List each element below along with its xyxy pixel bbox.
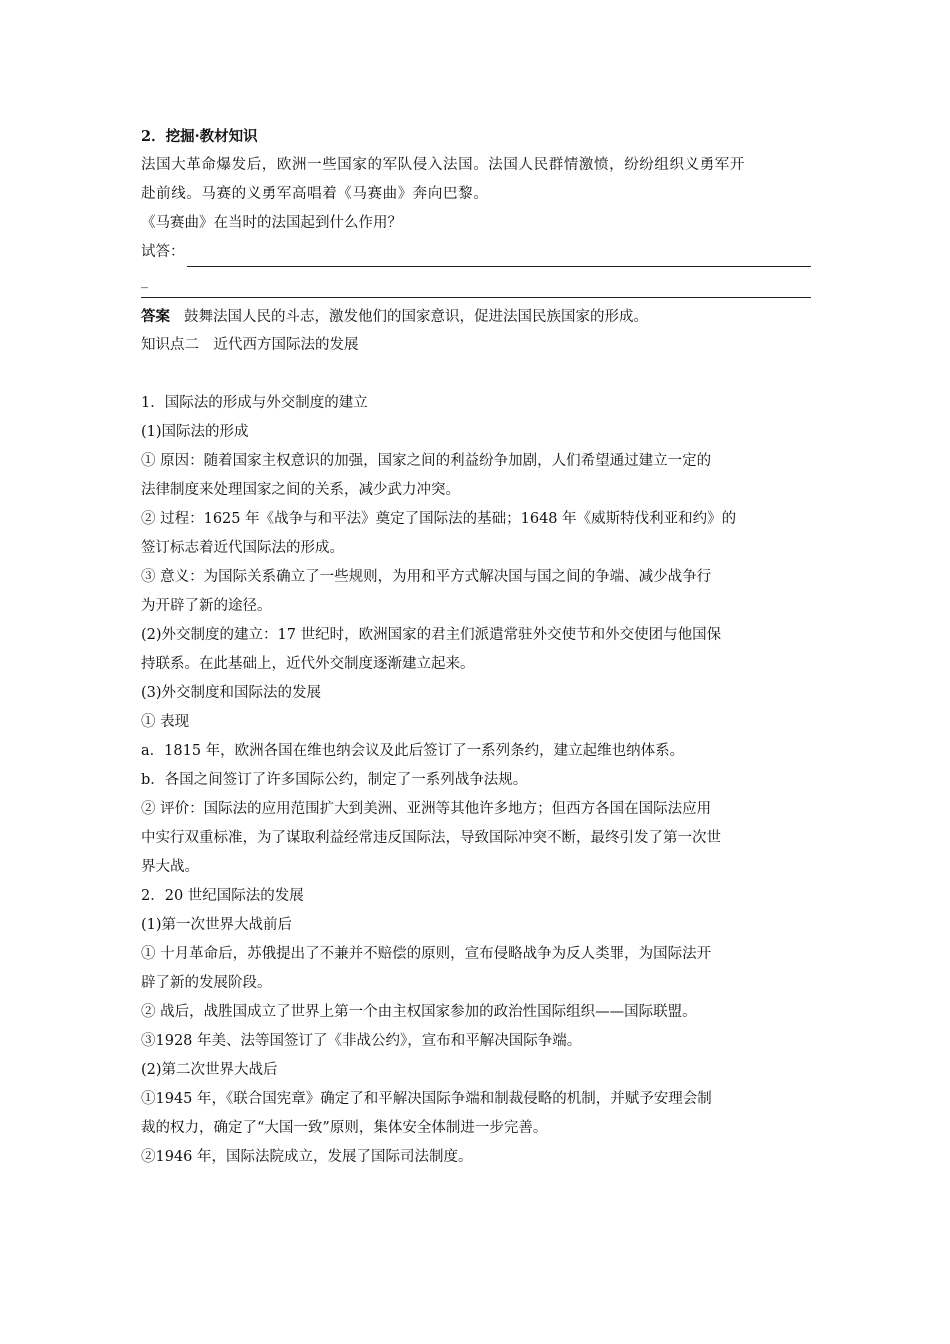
- question-text: 《马赛曲》在当时的法国起到什么作用？: [141, 215, 402, 231]
- body-line: 裁的权力，确定了“大国一致”原则，集体安全体制进一步完善。: [141, 1120, 548, 1136]
- passage-line: 法国大革命爆发后，欧洲一些国家的军队侵入法国。法国人民群情激愤，纷纷组织义勇军开: [141, 157, 745, 173]
- body-line: ① 十月革命后，苏俄提出了不兼并不赔偿的原则，宣布侵略战争为反人类罪，为国际法开: [141, 946, 712, 962]
- body-line: 界大战。: [141, 859, 199, 875]
- answer-label: 答案: [141, 308, 170, 325]
- body-line: ② 评价：国际法的应用范围扩大到美洲、亚洲等其他许多地方；但西方各国在国际法应用: [141, 801, 712, 817]
- body-line: 中实行双重标准，为了谋取利益经常违反国际法，导致国际冲突不断，最终引发了第一次世: [141, 830, 721, 846]
- body-line: a．1815 年，欧洲各国在维也纳会议及此后签订了一系列条约，建立起维也纳体系。: [141, 743, 685, 759]
- body-line: 2．20 世纪国际法的发展: [141, 888, 304, 904]
- body-line: (3)外交制度和国际法的发展: [141, 685, 322, 701]
- body-line: 签订标志着近代国际法的形成。: [141, 540, 344, 556]
- answer-blank-line-2[interactable]: [141, 296, 811, 298]
- body-line: ③ 意义：为国际关系确立了一些规则，为用和平方式解决国与国之间的争端、减少战争行: [141, 569, 712, 585]
- try-answer-row: [141, 238, 811, 267]
- body-line: 辟了新的发展阶段。: [141, 975, 272, 991]
- knowledge-point-title: 知识点二 近代西方国际法的发展: [141, 337, 359, 353]
- body-line: ① 原因：随着国家主权意识的加强，国家之间的利益纷争加剧，人们希望通过建立一定的: [141, 453, 712, 469]
- dash-mark: _: [141, 273, 148, 289]
- body-line: ① 表现: [141, 714, 190, 730]
- body-line: (1)第一次世界大战前后: [141, 917, 293, 933]
- spacer: [141, 360, 811, 389]
- passage-line: 赴前线。马赛的义勇军高唱着《马赛曲》奔向巴黎。: [141, 186, 489, 202]
- body-line: ② 过程：1625 年《战争与和平法》奠定了国际法的基础；1648 年《威斯特伐利亚和约》的: [141, 511, 737, 527]
- knowledge-body: [141, 389, 811, 1172]
- body-line: 1．国际法的形成与外交制度的建立: [141, 395, 368, 411]
- body-line: ②1946 年，国际法院成立，发展了国际司法制度。: [141, 1149, 473, 1165]
- body-line: ② 战后，战胜国成立了世界上第一个由主权国家参加的政治性国际组织——国际联盟。: [141, 1004, 697, 1020]
- answer-blank-line[interactable]: [187, 252, 812, 267]
- section-heading: 2．挖掘·教材知识: [141, 128, 258, 145]
- answer-row: [141, 302, 811, 331]
- body-line: 为开辟了新的途径。: [141, 598, 272, 614]
- try-answer-label: 试答：: [141, 244, 185, 260]
- body-line: (2)第二次世界大战后: [141, 1062, 278, 1078]
- body-line: ③1928 年美、法等国签订了《非战公约》，宣布和平解决国际争端。: [141, 1033, 582, 1049]
- body-line: b．各国之间签订了许多国际公约，制定了一系列战争法规。: [141, 772, 528, 788]
- body-line: 法律制度来处理国家之间的关系，减少武力冲突。: [141, 482, 460, 498]
- document-page: [141, 122, 811, 1172]
- body-line: (1)国际法的形成: [141, 424, 249, 440]
- body-line: (2)外交制度的建立：17 世纪时，欧洲国家的君主们派遣常驻外交使节和外交使团与他国保: [141, 627, 722, 643]
- answer-text: 鼓舞法国人民的斗志，激发他们的国家意识，促进法国民族国家的形成。: [184, 309, 648, 325]
- body-line: 持联系。在此基础上，近代外交制度逐渐建立起来。: [141, 656, 475, 672]
- body-line: ①1945 年，《联合国宪章》确定了和平解决国际争端和制裁侵略的机制，并赋予安理会制: [141, 1091, 712, 1107]
